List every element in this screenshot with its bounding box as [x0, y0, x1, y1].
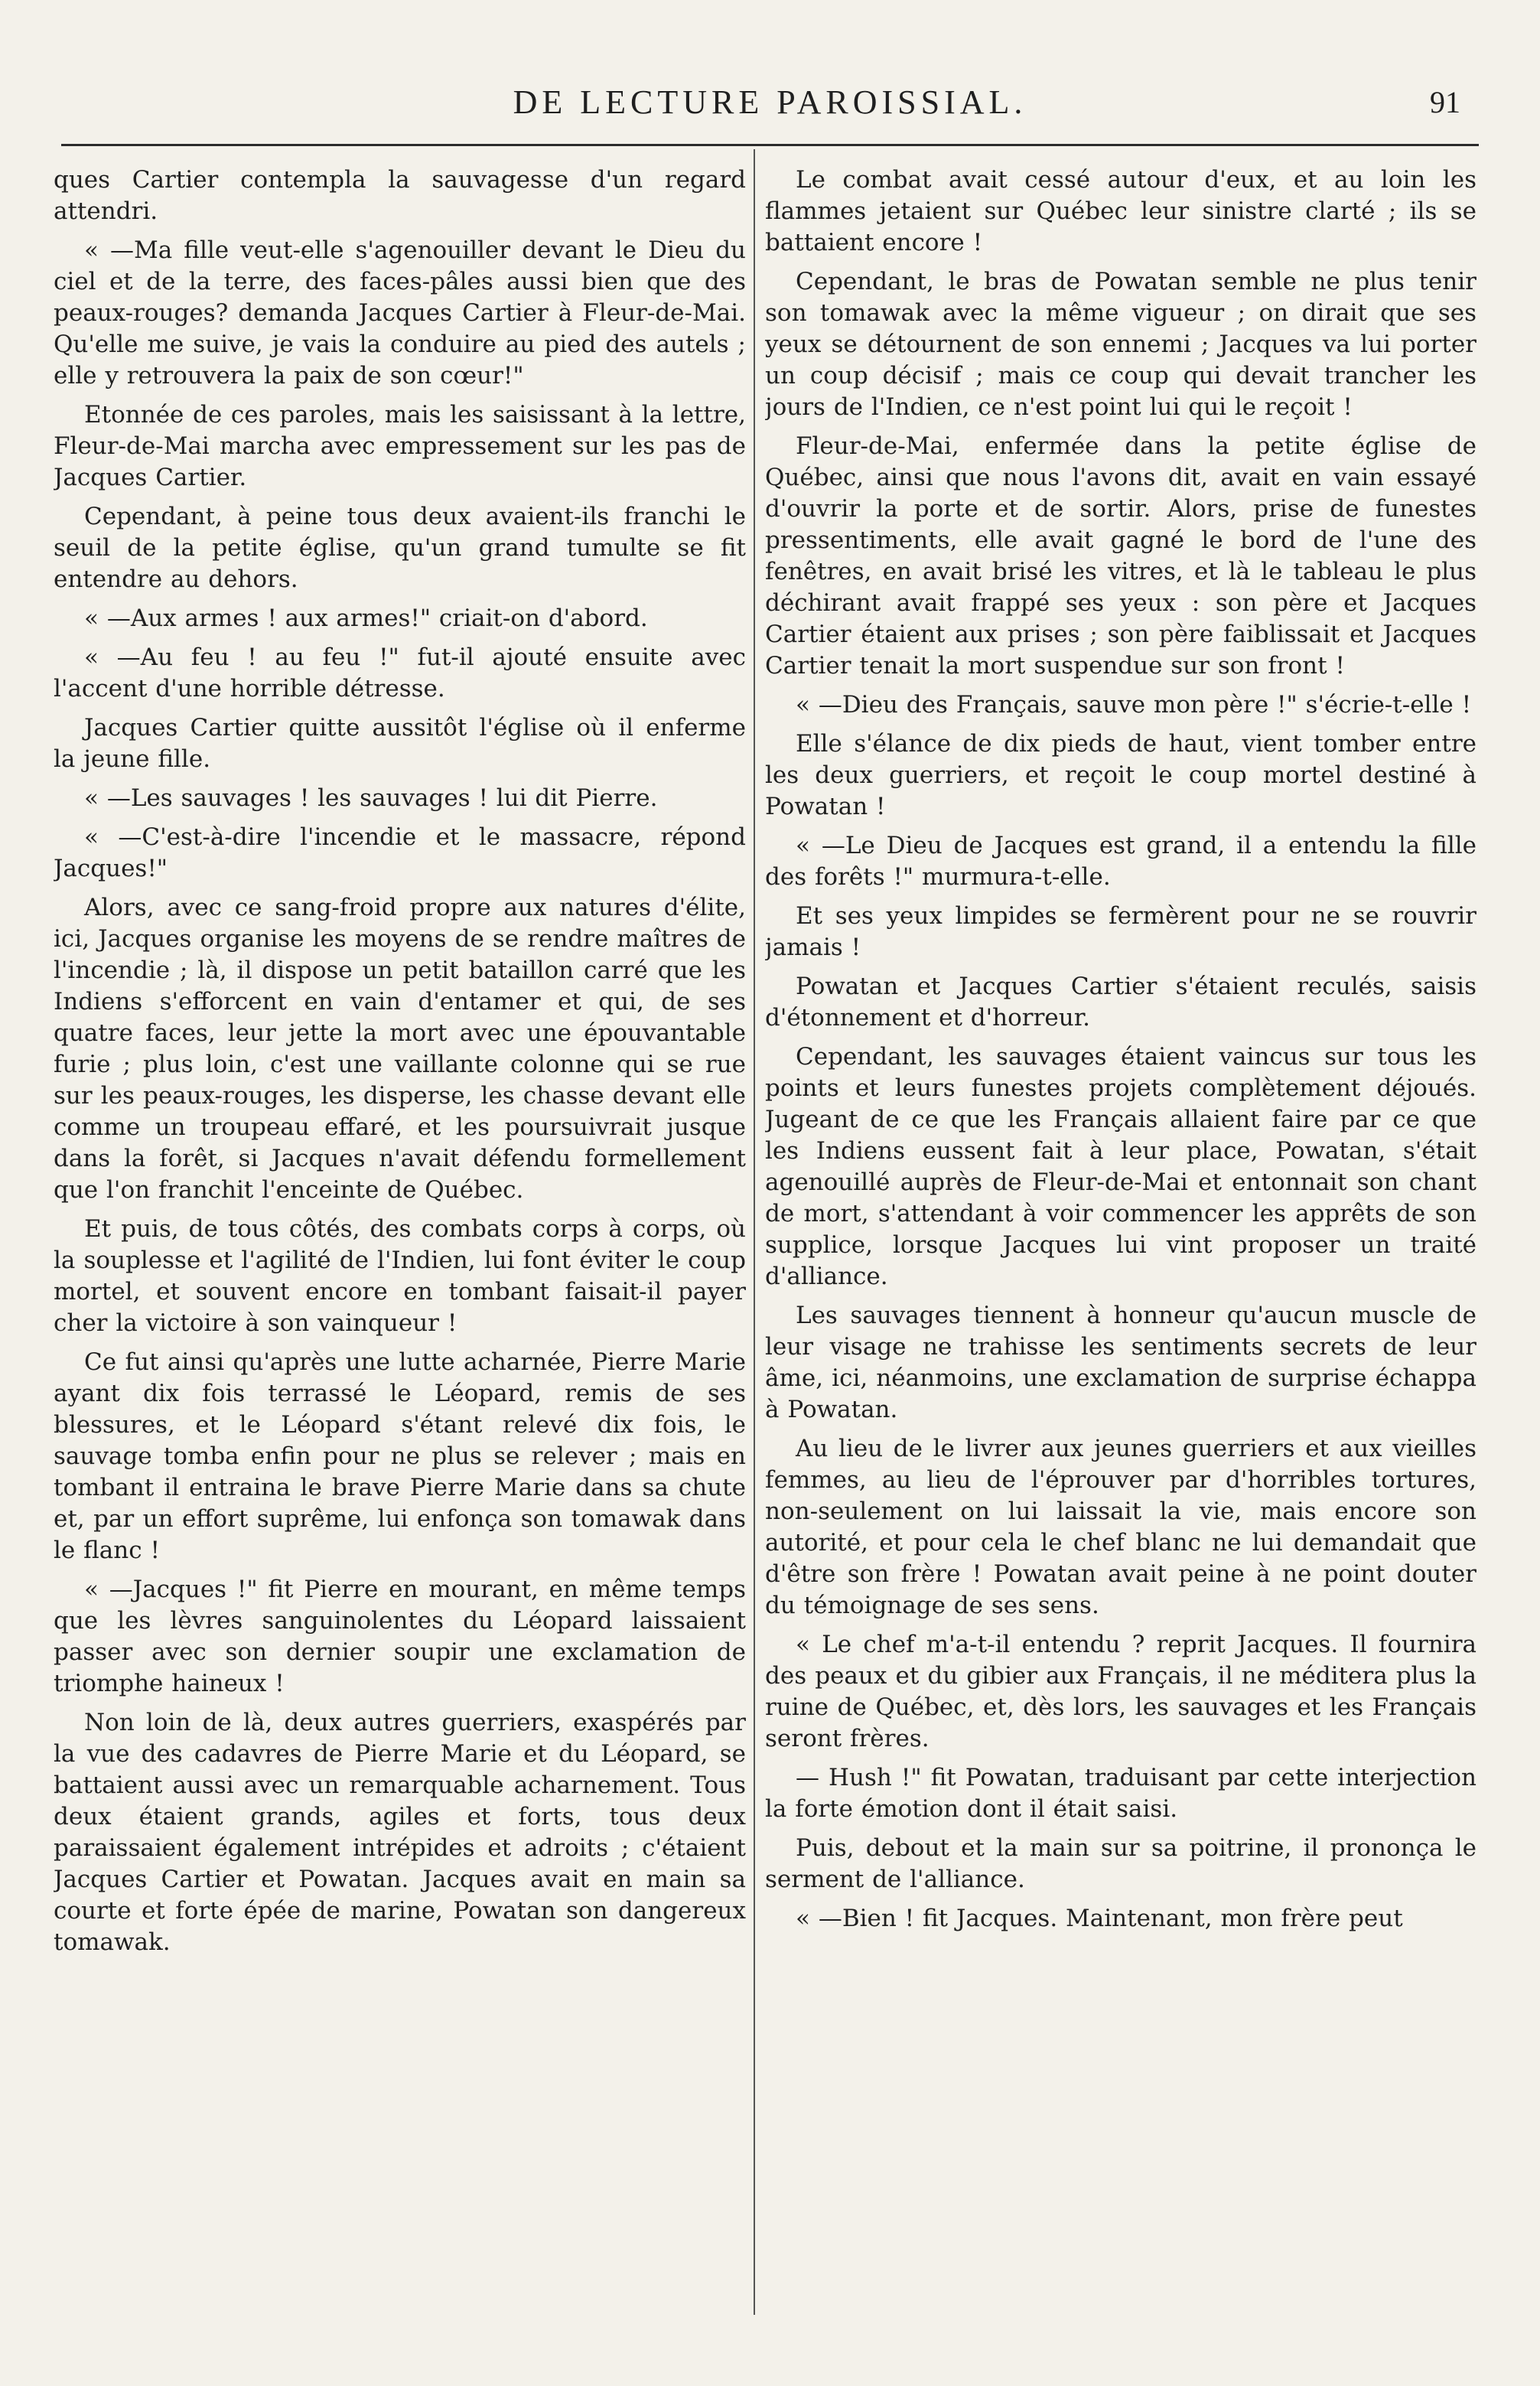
paragraph: « —Bien ! fit Jacques. Maintenant, mon frère peut	[796, 1905, 1403, 1932]
paragraph: « —Au feu ! au feu !" fut-il ajouté ensuite avec l'accent d'une horrible détresse.	[54, 644, 746, 702]
paragraph: Etonnée de ces paroles, mais les saisissant à la lettre, Fleur-de-Mai marcha avec empressement sur les pas de Jacques Cartier.	[54, 401, 746, 491]
header-rule	[61, 144, 1479, 146]
paragraph: « —C'est-à-dire l'incendie et le massacre, répond Jacques!"	[54, 823, 746, 882]
paragraph: Au lieu de le livrer aux jeunes guerriers et aux vieilles femmes, au lieu de l'éprouver par d'horribles tortures, non-seulement on lui laissait la vie, mais encore son autorité, et pour cela le chef blanc ne lui demandait que d'être son frère ! Powatan avait peine à ne point douter du témoignage de ses sens.	[765, 1435, 1477, 1619]
paragraph: Les sauvages tiennent à honneur qu'aucun muscle de leur visage ne trahisse les sentiments secrets de leur âme, ici, néanmoins, une exclamation de surprise échappa à Powatan.	[765, 1302, 1477, 1423]
paragraph: « —Dieu des Français, sauve mon père !" s'écrie-t-elle !	[796, 691, 1472, 719]
column-divider	[754, 149, 755, 2315]
paragraph: Fleur-de-Mai, enfermée dans la petite église de Québec, ainsi que nous l'avons dit, avait en vain essayé d'ouvrir la porte et de sortir. Alors, prise de funestes pressentiments, elle avait gagné le bord de l'une des fenêtres, en avait brisé les vitres, et là le tableau le plus déchirant avait frappé ses yeux : son père et Jacques Cartier étaient aux prises ; son père faiblissait et Jacques Cartier tenait la mort suspendue sur son front !	[765, 432, 1477, 680]
paragraph: Powatan et Jacques Cartier s'étaient reculés, saisis d'étonnement et d'horreur.	[765, 973, 1477, 1032]
paragraph: Jacques Cartier quitte aussitôt l'église où il enferme la jeune fille.	[54, 714, 746, 773]
paragraph: ques Cartier contempla la sauvagesse d'un regard attendri.	[54, 166, 746, 225]
paragraph: — Hush !" fit Powatan, traduisant par cette interjection la forte émotion dont il était saisi.	[765, 1764, 1477, 1823]
paragraph: Cependant, les sauvages étaient vaincus sur tous les points et leurs funestes projets complètement déjoués. Jugeant de ce que les Français allaient faire par ce que les Indiens eussent fait à leur place, Powatan, s'était agenouillé auprès de Fleur-de-Mai et entonnait son chant de mort, s'attendant à voir commencer les apprêts de son supplice, lorsque Jacques lui vint proposer un traité d'alliance.	[765, 1043, 1477, 1290]
paragraph: « —Jacques !" fit Pierre en mourant, en même temps que les lèvres sanguinolentes du Léopard laissaient passer avec son dernier soupir une exclamation de triomphe haineux !	[54, 1576, 746, 1697]
paragraph: « —Ma fille veut-elle s'agenouiller devant le Dieu du ciel et de la terre, des faces-pâles aussi bien que des peaux-rouges? demanda Jacques Cartier à Fleur-de-Mai. Qu'elle me suive, je vais la conduire au pied des autels ; elle y retrouvera la paix de son cœur!"	[54, 236, 746, 390]
paragraph: Et puis, de tous côtés, des combats corps à corps, où la souplesse et l'agilité de l'Indien, lui font éviter le coup mortel, et souvent encore en tombant faisait-il payer cher la victoire à son vainqueur !	[54, 1215, 746, 1337]
left-column	[54, 165, 746, 2307]
right-column	[765, 165, 1477, 2307]
page-number: 91	[1430, 85, 1460, 119]
paragraph: Cependant, à peine tous deux avaient-ils franchi le seuil de la petite église, qu'un grand tumulte se fit entendre au dehors.	[54, 503, 746, 593]
paragraph: Cependant, le bras de Powatan semble ne plus tenir son tomawak avec la même vigueur ; on dirait que ses yeux se détournent de son ennemi ; Jacques va lui porter un coup décisif ; mais ce coup qui devait trancher les jours de l'Indien, ce n'est point lui qui le reçoit !	[765, 268, 1477, 421]
paragraph: Le combat avait cessé autour d'eux, et au loin les flammes jetaient sur Québec leur sinistre clarté ; ils se battaient encore !	[765, 166, 1477, 256]
paragraph: « —Les sauvages ! les sauvages ! lui dit Pierre.	[84, 784, 658, 812]
paragraph: « —Aux armes ! aux armes!" criait-on d'abord.	[84, 605, 648, 632]
running-title: DE LECTURE PAROISSIAL.	[513, 83, 1027, 121]
paragraph: Non loin de là, deux autres guerriers, exaspérés par la vue des cadavres de Pierre Marie et du Léopard, se battaient aussi avec un remarquable acharnement. Tous deux étaient grands, agiles et forts, tous deux paraissaient également intrépides et adroits ; c'étaient Jacques Cartier et Powatan. Jacques avait en main sa courte et forte épée de marine, Powatan son dangereux tomawak.	[54, 1709, 746, 1956]
paragraph: Ce fut ainsi qu'après une lutte acharnée, Pierre Marie ayant dix fois terrassé le Léopard, remis de ses blessures, et le Léopard s'étant relevé dix fois, le sauvage tomba enfin pour ne plus se relever ; mais en tombant il entraina le brave Pierre Marie dans sa chute et, par un effort suprême, lui enfonça son tomawak dans le flanc !	[54, 1348, 746, 1564]
paragraph: « Le chef m'a-t-il entendu ? reprit Jacques. Il fournira des peaux et du gibier aux Français, il ne méditera plus la ruine de Québec, et, dès lors, les sauvages et les Français seront frères.	[765, 1631, 1477, 1752]
paragraph: « —Le Dieu de Jacques est grand, il a entendu la fille des forêts !" murmura-t-elle.	[765, 832, 1477, 891]
paragraph: Elle s'élance de dix pieds de haut, vient tomber entre les deux guerriers, et reçoit le coup mortel destiné à Powatan !	[765, 730, 1477, 820]
paragraph: Alors, avec ce sang-froid propre aux natures d'élite, ici, Jacques organise les moyens de se rendre maîtres de l'incendie ; là, il dispose un petit bataillon carré que les Indiens s'efforcent en vain d'entamer et qui, de ses quatre faces, leur jette la mort avec une épouvantable furie ; plus loin, c'est une vaillante colonne qui se rue sur les peaux-rouges, les disperse, les chasse devant elle comme un troupeau effaré, et les poursuivrait jusque dans la forêt, si Jacques n'avait défendu formellement que l'on franchit l'enceinte de Québec.	[54, 894, 746, 1204]
page-header	[61, 83, 1479, 129]
paragraph: Puis, debout et la main sur sa poitrine, il prononça le serment de l'alliance.	[765, 1834, 1477, 1893]
paragraph: Et ses yeux limpides se fermèrent pour ne se rouvrir jamais !	[765, 902, 1477, 961]
